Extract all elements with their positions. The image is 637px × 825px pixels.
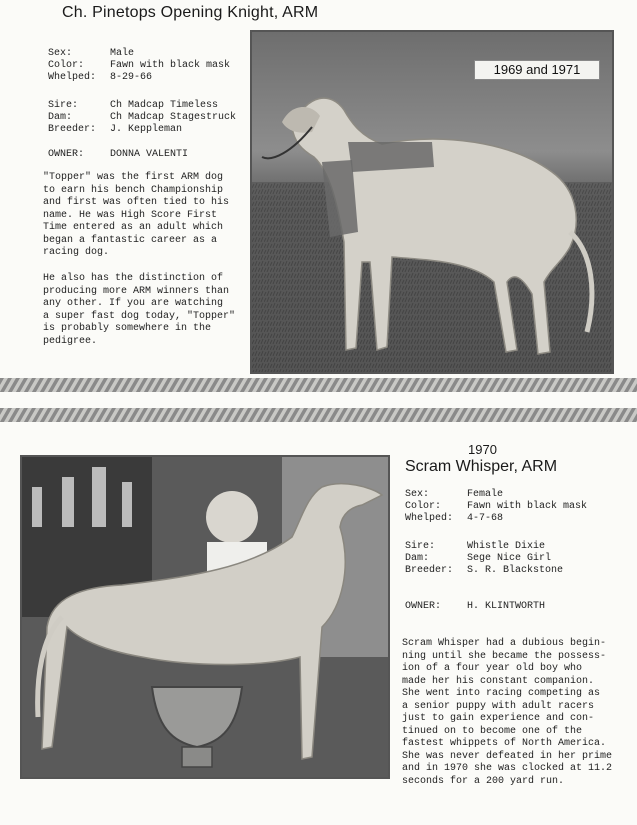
text-line: any other. If you are watching bbox=[43, 298, 224, 309]
text-line: Scram Whisper had a dubious begin- bbox=[402, 638, 607, 649]
text-line: made her his constant companion. bbox=[402, 675, 595, 687]
divider-band-2 bbox=[0, 408, 637, 422]
text-line: She was never defeated in her prime bbox=[402, 750, 613, 762]
owner-label: OWNER: bbox=[48, 149, 85, 160]
divider-band-2-pattern bbox=[0, 408, 637, 422]
info-label: Sex: bbox=[48, 48, 73, 59]
years-badge: 1969 and 1971 bbox=[474, 60, 600, 80]
info-label: Sex: bbox=[405, 489, 430, 500]
pedigree-value: Whistle Dixie bbox=[467, 541, 546, 552]
owner-label: OWNER: bbox=[405, 601, 442, 612]
text-line: tinued on to become one of the bbox=[402, 725, 583, 737]
text-line: is probably somewhere in the bbox=[43, 323, 212, 334]
text-line: to earn his bench Championship bbox=[43, 184, 224, 196]
pedigree-value: Ch Madcap Stagestruck bbox=[110, 112, 237, 123]
pedigree-value: Ch Madcap Timeless bbox=[110, 100, 219, 111]
pedigree-value: Sege Nice Girl bbox=[467, 553, 552, 564]
description-paragraph-bottom bbox=[402, 638, 612, 788]
pedigree-label: Sire: bbox=[48, 100, 79, 111]
pedigree-label: Dam: bbox=[48, 112, 73, 123]
owner-name: DONNA VALENTI bbox=[110, 149, 189, 160]
text-line: and first was often tied to his bbox=[43, 197, 230, 208]
info-label: Color: bbox=[48, 60, 85, 71]
text-line: a senior puppy with adult racers bbox=[402, 700, 595, 712]
dog-photo-top bbox=[250, 30, 614, 374]
text-line: a super fast dog today, "Topper" bbox=[43, 310, 236, 322]
dog-title-top: Ch. Pinetops Opening Knight, ARM bbox=[62, 4, 319, 21]
info-label: Whelped: bbox=[405, 513, 454, 524]
pedigree-label: Breeder: bbox=[405, 565, 454, 576]
info-block-top bbox=[48, 48, 230, 84]
text-line: ion of a four year old boy who bbox=[402, 663, 583, 674]
divider-band-1-pattern bbox=[0, 378, 637, 392]
owner-block-bottom bbox=[405, 601, 545, 613]
pedigree-value: S. R. Blackstone bbox=[467, 565, 564, 576]
text-line: racing dog. bbox=[43, 247, 110, 258]
text-line: producing more ARM winners than bbox=[43, 285, 230, 297]
info-value: Male bbox=[110, 48, 135, 59]
owner-name: H. KLINTWORTH bbox=[467, 601, 546, 612]
dog-photo-bottom bbox=[20, 455, 390, 779]
award-year: 1970 bbox=[468, 442, 497, 457]
text-line: ning until she became the possess- bbox=[402, 650, 607, 662]
info-value: Fawn with black mask bbox=[467, 501, 588, 512]
info-label: Whelped: bbox=[48, 72, 97, 83]
owner-block-top bbox=[48, 149, 188, 161]
text-line: He also has the distinction of bbox=[43, 273, 224, 284]
text-line: Time entered as an adult which bbox=[43, 222, 224, 233]
text-line: seconds for a 200 yard run. bbox=[402, 775, 565, 787]
text-line: pedigree. bbox=[43, 335, 98, 347]
description-paragraph-top-2 bbox=[43, 273, 235, 348]
info-value: 4-7-68 bbox=[467, 513, 504, 524]
pedigree-value: J. Keppleman bbox=[110, 124, 183, 135]
text-line: name. He was High Score First bbox=[43, 209, 218, 221]
text-line: "Topper" was the first ARM dog bbox=[43, 172, 224, 183]
text-line: and in 1970 she was clocked at 11.2 bbox=[402, 763, 613, 774]
pedigree-label: Sire: bbox=[405, 541, 436, 552]
pedigree-block-bottom bbox=[405, 541, 563, 577]
dog-photo-top-image bbox=[252, 32, 612, 372]
dog-title-bottom: Scram Whisper, ARM bbox=[405, 458, 558, 475]
info-value: Female bbox=[467, 489, 504, 500]
pedigree-label: Breeder: bbox=[48, 124, 97, 135]
dog-photo-bottom-image bbox=[22, 457, 388, 777]
text-line: began a fantastic career as a bbox=[43, 234, 218, 246]
info-value: Fawn with black mask bbox=[110, 60, 231, 71]
text-line: fastest whippets of North America. bbox=[402, 738, 607, 749]
description-paragraph-top-1 bbox=[43, 172, 229, 260]
info-value: 8-29-66 bbox=[110, 72, 153, 83]
info-block-bottom bbox=[405, 489, 587, 525]
pedigree-block-top bbox=[48, 100, 236, 136]
divider-band-1 bbox=[0, 378, 637, 392]
text-line: just to gain experience and con- bbox=[402, 713, 595, 724]
info-label: Color: bbox=[405, 501, 442, 512]
text-line: She went into racing competing as bbox=[402, 688, 601, 699]
pedigree-label: Dam: bbox=[405, 553, 430, 564]
